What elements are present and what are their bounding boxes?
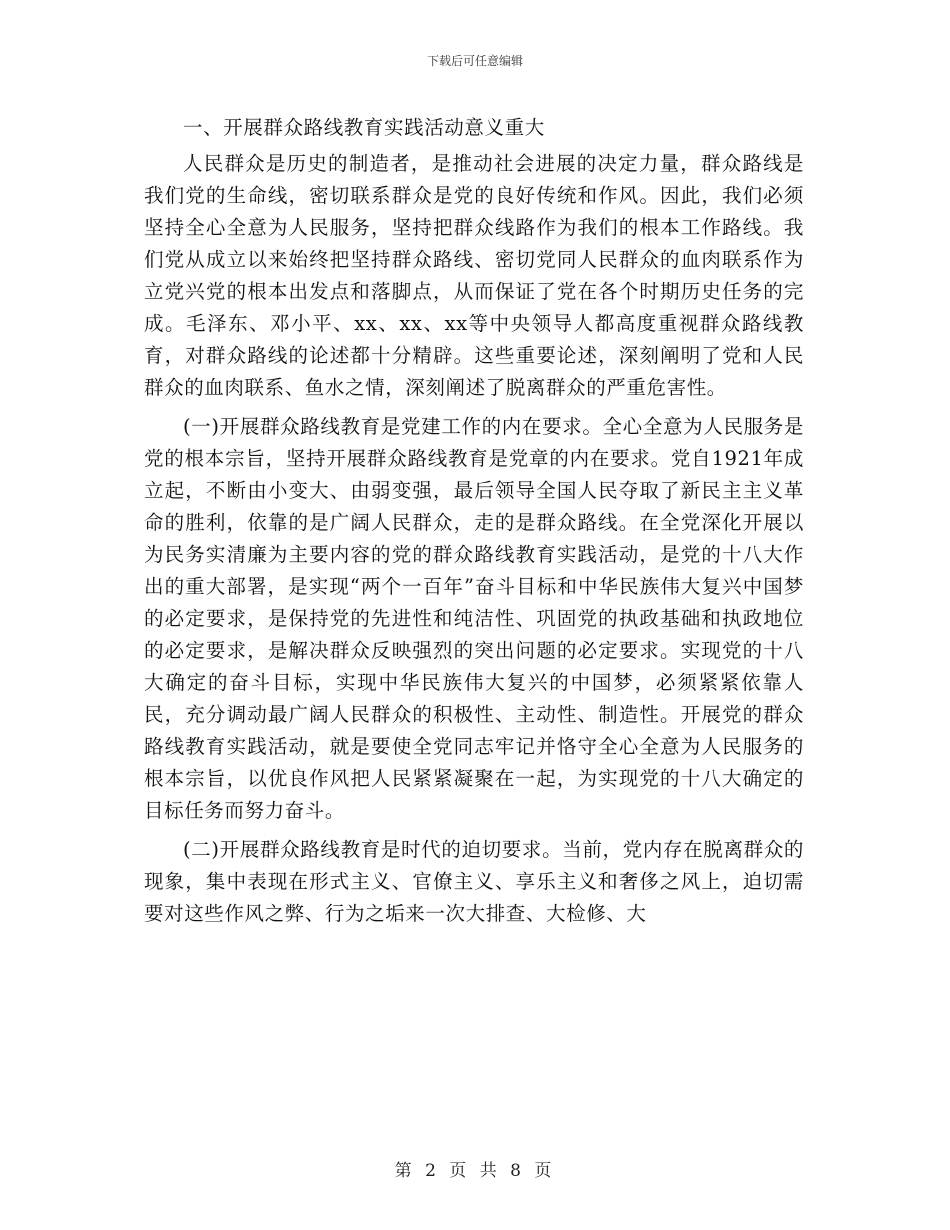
page-number: 第 2 页 共 8 页 xyxy=(394,1161,556,1181)
paragraph-3: (二)开展群众路线教育是时代的迫切要求。当前，党内存在脱离群众的现象，集中表现在形式主义、官僚主义、享乐主义和奢侈之风上，迫切需要对这些作风之弊、行为之垢来一次大排查、大检修、大 xyxy=(144,838,804,925)
paragraph-1: 人民群众是历史的制造者，是推动社会进展的决定力量，群众路线是我们党的生命线，密切联系群众是党的良好传统和作风。因此，我们必须坚持全心全意为人民服务，坚持把群众线路作为我们的根本工作路线。我们党从成立以来始终把坚持群众路线、密切党同人民群众的血肉联系作为立党兴党的根本出发点和落脚点，从而保证了党在各个时期历史任务的完成。毛泽东、邓小平、xx、xx、xx等中央领导人都高度重视群众路线教育，对群众路线的论述都十分精辟。这些重要论述，深刻阐明了党和人民群众的血肉联系、鱼水之情，深刻阐述了脱离群众的严重危害性。 xyxy=(144,152,804,399)
page-header-note: 下载后可任意编辑 xyxy=(426,54,523,68)
document-body xyxy=(144,112,804,930)
section-heading: 一、开展群众路线教育实践活动意义重大 xyxy=(183,116,545,139)
paragraph-2: (一)开展群众路线教育是党建工作的内在要求。全心全意为人民服务是党的根本宗旨，坚持开展群众路线教育是党章的内在要求。党自1921年成立起，不断由小变大、由弱变强，最后领导全国人民夺取了新民主主义革命的胜利，依靠的是广阔人民群众，走的是群众路线。在全党深化开展以为民务实清廉为主要内容的党的群众路线教育实践活动，是党的十八大作出的重大部署，是实现“两个一百年”奋斗目标和中华民族伟大复兴中国梦的必定要求，是保持党的先进性和纯洁性、巩固党的执政基础和执政地位的必定要求，是解决群众反映强烈的突出问题的必定要求。实现党的十八大确定的奋斗目标，实现中华民族伟大复兴的中国梦，必须紧紧依靠人民，充分调动最广阔人民群众的积极性、主动性、制造性。开展党的群众路线教育实践活动，就是要使全党同志牢记并恪守全心全意为人民服务的根本宗旨，以优良作风把人民紧紧凝聚在一起，为实现党的十八大确定的目标任务而努力奋斗。 xyxy=(144,415,804,822)
